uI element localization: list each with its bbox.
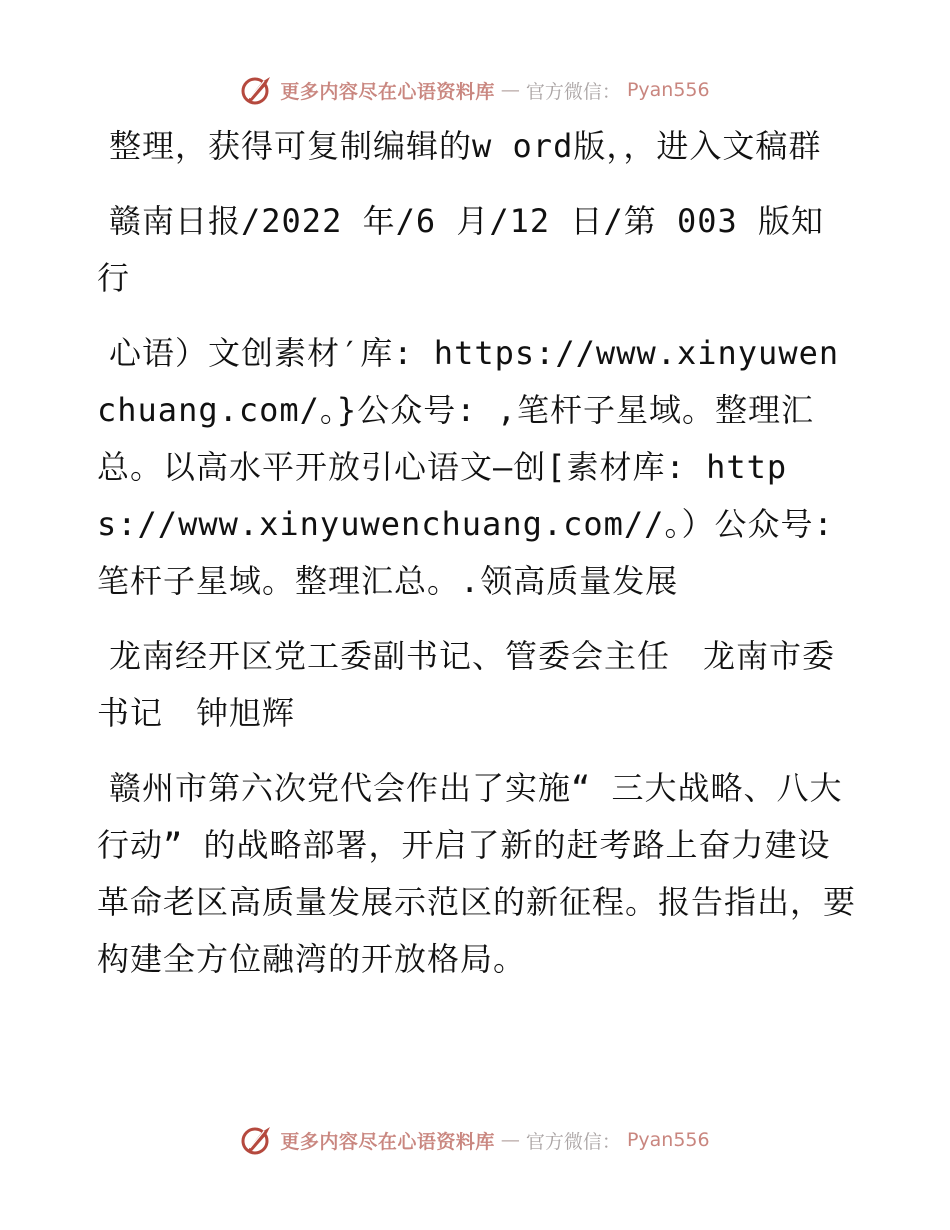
watermark-wechat-id: Pyan556 [626,79,710,101]
header-watermark [0,70,950,110]
paragraph-body: 赣州市第六次党代会作出了实施“ 三大战略、八大行动” 的战略部署，开启了新的赶考路上奋力建设革命老区高质量发展示范区的新征程。报告指出，要构建全方位融湾的开放格局。 [97,769,857,978]
watermark-wechat-label: 官方微信： [525,80,621,103]
paragraph-author: 龙南经开区党工委副书记、管委会主任 龙南市委书记 钟旭辉 [97,637,836,732]
watermark-main-text: 更多内容尽在心语资料库 [280,1130,495,1153]
document-body [97,118,857,1006]
quill-circle-logo-icon [240,1123,274,1157]
watermark-separator: — [500,79,520,101]
paragraph-title: 心语）文创素材′库: https://www.xinyuwenchuang.com/。}公众号: ,笔杆子星域。整理汇总。以高水平开放引心语文—创[素材库: https://www.xinyuwenchuang.com//。）公众号: 笔杆子星域。整理汇总。.领高质量发展 [97,334,840,600]
paragraph-source: 赣南日报/2022 年/6 月/12 日/第 003 版知行 [97,202,825,297]
watermark-main-text: 更多内容尽在心语资料库 [280,80,495,103]
footer-watermark [0,1120,950,1160]
paragraph-intro: 整理，获得可复制编辑的w ord版，，进入文稿群 [109,127,822,165]
watermark-wechat-label: 官方微信： [525,1130,621,1153]
quill-circle-logo-icon [240,73,274,107]
watermark-separator: — [500,1129,520,1151]
watermark-wechat-id: Pyan556 [626,1129,710,1151]
